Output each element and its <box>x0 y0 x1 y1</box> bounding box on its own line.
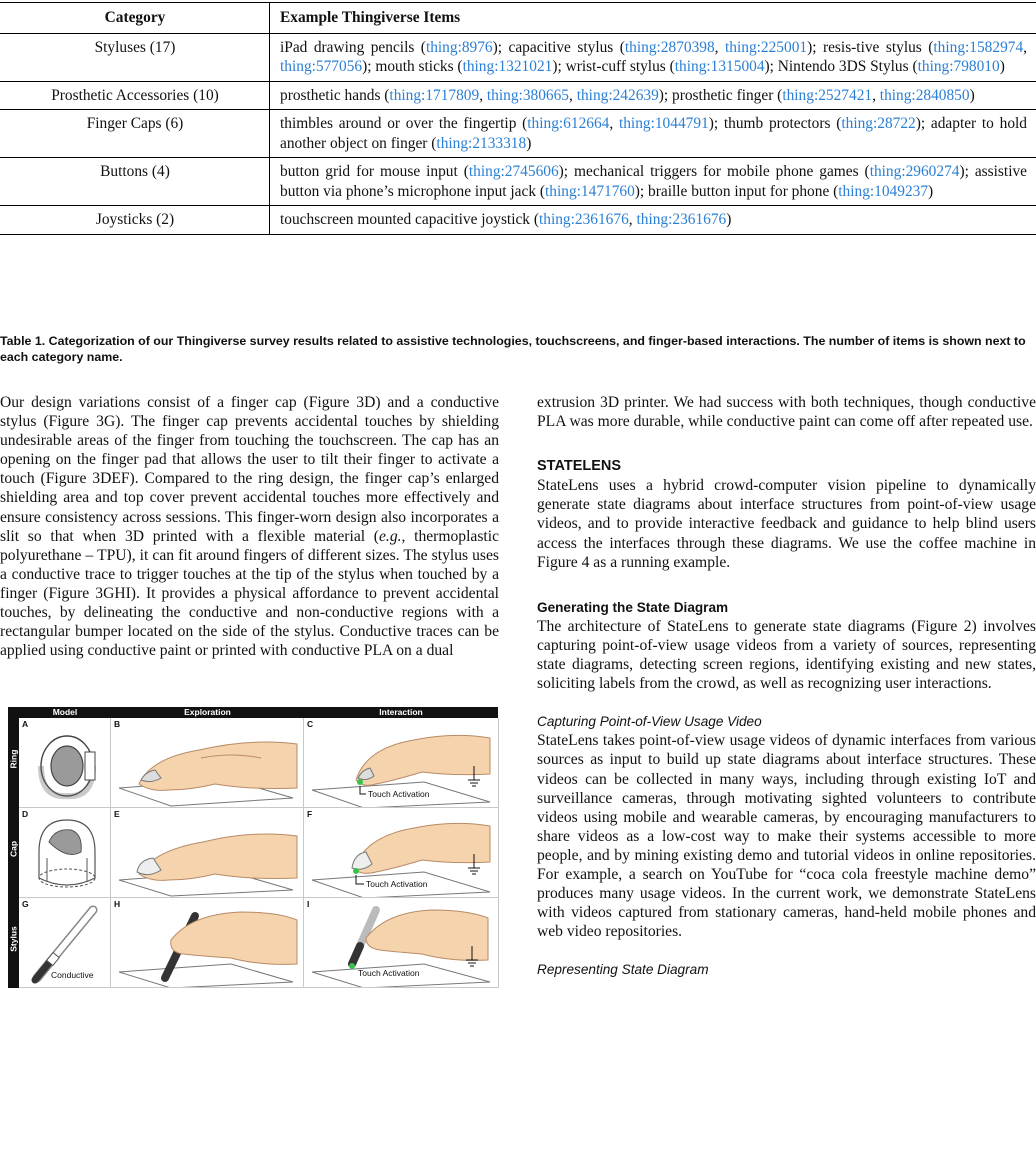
cell-text: ); capacitive stylus ( <box>492 38 625 56</box>
category-cell: Buttons (4) <box>0 158 270 206</box>
subsubsection-heading-capturing: Capturing Point-of-View Usage Video <box>537 714 762 730</box>
thing-link[interactable]: thing:2527421 <box>782 86 873 104</box>
examples-cell <box>270 81 1036 110</box>
category-cell: Finger Caps (6) <box>0 110 270 158</box>
thing-link[interactable]: thing:1315004 <box>674 58 765 75</box>
panel-h-stylus-exploration <box>111 898 304 988</box>
subsubsection-heading-representing: Representing State Diagram <box>537 962 709 978</box>
examples-cell <box>270 33 1036 81</box>
table-header-row <box>0 3 1036 34</box>
section-heading-statelens: STATELENS <box>537 458 622 475</box>
panel-b-ring-exploration <box>111 718 304 808</box>
cap-model-icon <box>19 808 110 897</box>
cell-text: prosthetic hands ( <box>280 86 390 104</box>
thing-link[interactable]: thing:380665 <box>486 86 569 104</box>
cell-text: , <box>569 86 577 104</box>
panel-label: C <box>307 719 314 729</box>
panel-label: H <box>114 899 121 909</box>
cell-text: thimbles around or over the fingertip ( <box>280 115 528 132</box>
hand-stylus-icon <box>111 898 303 987</box>
cell-text: ); adapter to hold another object on finger ( <box>280 115 1027 152</box>
panel-c-ring-interaction <box>304 718 499 808</box>
row-header-ring: Ring <box>8 749 19 769</box>
thing-link[interactable]: thing:2745606 <box>468 163 559 180</box>
cell-text: ); braille button input for phone ( <box>634 182 839 200</box>
panel-g-stylus-model <box>19 898 111 988</box>
figure-column-header <box>8 707 498 718</box>
panel-a-ring-model <box>19 718 111 808</box>
touch-activation-label: Touch Activation <box>358 968 420 978</box>
cell-text: touchscreen mounted capacitive joystick ( <box>280 211 539 228</box>
cell-text: iPad drawing pencils ( <box>280 38 426 56</box>
column-header-model: Model <box>52 707 78 717</box>
thing-link[interactable]: thing:225001 <box>725 38 808 56</box>
paragraph: extrusion 3D printer. We had success with both techniques, though conductive PLA was more durable, while conductive paint can come off after repeated use. <box>537 394 1036 431</box>
eg-text: e.g. <box>379 527 402 545</box>
paragraph: The architecture of StateLens to generate state diagrams (Figure 2) involves capturing point-of-view usage videos from a variety of sources, representing state diagrams, detecting screen regions, identifying existing and new states, soliciting labels from the crowd, as well as recognizing user interactions. <box>537 617 1036 693</box>
thing-link[interactable]: thing:2361676 <box>636 211 727 228</box>
thing-link[interactable]: thing:798010 <box>917 58 1000 75</box>
cell-text: ); wrist-cuff stylus ( <box>552 58 675 75</box>
paragraph: StateLens takes point-of-view usage videos of dynamic interfaces from various sources as input to build up state diagrams about interface structures. These videos can be collected in many ways, including through existing IoT and surveillance cameras, through motivating sighted volunteers to contribute videos using mobile and wearable cameras, by encouraging manufacturers to share videos as a low-cost way to make their systems accessible to more people, and by mining existing demo and tutorial videos in online repositories. For example, a search on YouTube for “coca cola freestyle machine demo” produces many usage videos. In the current work, we demonstrate StateLens with videos captured from stationary cameras, hand-held mobile phones and web video repositories. <box>537 732 1036 941</box>
cell-text: ) <box>726 211 732 228</box>
thing-link[interactable]: thing:612664 <box>527 115 610 132</box>
paragraph-text: , thermoplastic polyurethane – TPU), it can fit around fingers of different sizes. The stylus uses a conductive trace to trigger touches at the tip of the stylus when touched by a finger (Figure 3GHI). It provides a physical affordance to prevent accidental touches, by delineating the conductive and non-conductive regions with a rectangular bumper located on the side of the stylus. Conductive traces can be applied using conductive paint or printed with conductive PLA on a dual <box>0 527 500 660</box>
cell-text: , <box>609 115 619 132</box>
thing-link[interactable]: thing:1044791 <box>618 115 709 132</box>
cell-text: ); prosthetic finger ( <box>658 86 783 104</box>
panel-f-cap-interaction <box>304 808 499 898</box>
cell-text: ) <box>526 134 532 152</box>
thing-link[interactable]: thing:1321021 <box>462 58 553 75</box>
touch-activation-label: Touch Activation <box>366 879 428 889</box>
cell-text: button grid for mouse input ( <box>280 163 469 180</box>
cell-text: ) <box>928 182 934 200</box>
thing-link[interactable]: thing:2870398 <box>624 38 715 56</box>
left-column <box>0 393 499 660</box>
cell-text: , <box>628 211 637 228</box>
category-cell: Joysticks (2) <box>0 206 270 235</box>
category-table <box>0 2 1036 235</box>
table-row <box>0 206 1036 235</box>
thing-link[interactable]: thing:28722 <box>841 115 916 132</box>
thing-link[interactable]: thing:1582974 <box>933 38 1024 56</box>
table-header-examples: Example Thingiverse Items <box>280 9 461 26</box>
panel-label: B <box>114 719 121 729</box>
thing-link[interactable]: thing:1471760 <box>545 182 635 200</box>
panel-label: F <box>307 809 313 819</box>
row-header-stylus: Stylus <box>8 926 19 952</box>
cell-text: , <box>714 38 725 56</box>
figure-3 <box>8 707 498 988</box>
thing-link[interactable]: thing:2133318 <box>436 134 527 152</box>
subsection-heading-generating: Generating the State Diagram <box>537 599 729 615</box>
hand-exploration-icon <box>111 718 303 807</box>
table-row <box>0 110 1036 158</box>
panel-label: G <box>22 899 29 909</box>
thing-link[interactable]: thing:2840850 <box>879 86 970 104</box>
cell-text: , <box>1023 38 1028 56</box>
examples-cell <box>270 110 1036 158</box>
table-row <box>0 33 1036 81</box>
cell-text: ); resis-tive stylus ( <box>807 38 934 56</box>
panel-label: A <box>22 719 29 729</box>
thing-link[interactable]: thing:1717809 <box>389 86 480 104</box>
panel-i-stylus-interaction <box>304 898 499 988</box>
right-column <box>537 393 1036 979</box>
cell-text: , <box>479 86 487 104</box>
cell-text: ) <box>999 58 1005 75</box>
paragraph: StateLens uses a hybrid crowd-computer vision pipeline to dynamically generate state diagrams about interface structures from point-of-view usage videos, and to provide interactive feedback and guidance to help blind users access the interfaces through these diagrams. We use the coffee machine in Figure 4 as a running example. <box>537 477 1036 571</box>
examples-cell <box>270 158 1036 206</box>
panel-e-cap-exploration <box>111 808 304 898</box>
paragraph-text: Our design variations consist of a finger cap (Figure 3D) and a conductive stylus (Figure 3G). The finger cap prevents accidental touches by shielding undesirable areas of the finger from touching the touchscreen. The cap has an opening on the finger pad that allows the user to tilt their finger to activate a touch (Figure 3DEF). Compared to the ring design, the finger cap’s enlarged shielding area and top cover prevent accidental touches more effectively and ensure consistency across sessions. This finger-worn design also incorporates a slit so that when 3D printed with a flexible material ( <box>0 394 499 545</box>
table-row <box>0 81 1036 110</box>
cell-text: ); mechanical triggers for mobile phone games ( <box>558 163 870 180</box>
cell-text: , <box>872 86 880 104</box>
column-header-interaction: Interaction <box>379 707 423 717</box>
touch-activation-label: Touch Activation <box>368 789 430 799</box>
category-cell: Prosthetic Accessories (10) <box>0 81 270 110</box>
panel-label: I <box>307 899 310 909</box>
thing-link[interactable]: thing:2361676 <box>538 211 629 228</box>
panel-label: D <box>22 809 29 819</box>
examples-cell <box>270 206 1036 235</box>
thing-link[interactable]: thing:2960274 <box>869 163 960 180</box>
ring-model-icon <box>19 718 110 807</box>
cell-text: ) <box>969 86 975 104</box>
table-body <box>0 33 1036 234</box>
cell-text: ); thumb protectors ( <box>708 115 842 132</box>
panel-label: E <box>114 809 120 819</box>
cell-text: ); assistive button via phone’s microphone input jack ( <box>280 163 1027 200</box>
thing-link[interactable]: thing:242639 <box>576 86 659 104</box>
thing-link[interactable]: thing:8976 <box>425 38 493 56</box>
row-header-cap: Cap <box>8 840 19 858</box>
cell-text: ); Nintendo 3DS Stylus ( <box>764 58 918 75</box>
table-row <box>0 158 1036 206</box>
conductive-label: Conductive <box>51 970 94 980</box>
figure-row-header <box>8 718 19 988</box>
table-caption: Table 1. Categorization of our Thingiverse survey results related to assistive technologies, touchscreens, and finger-based interactions. The number of items is shown next to each category name. <box>0 334 1026 364</box>
panel-d-cap-model <box>19 808 111 898</box>
left-paragraph <box>0 393 499 660</box>
table-header-category: Category <box>0 3 270 34</box>
cell-text: ); mouth sticks ( <box>362 58 463 75</box>
category-cell: Styluses (17) <box>0 33 270 81</box>
hand-exploration-icon <box>111 808 303 897</box>
thing-link[interactable]: thing:577056 <box>280 58 363 75</box>
column-header-exploration: Exploration <box>184 707 231 717</box>
thing-link[interactable]: thing:1049237 <box>838 182 929 200</box>
